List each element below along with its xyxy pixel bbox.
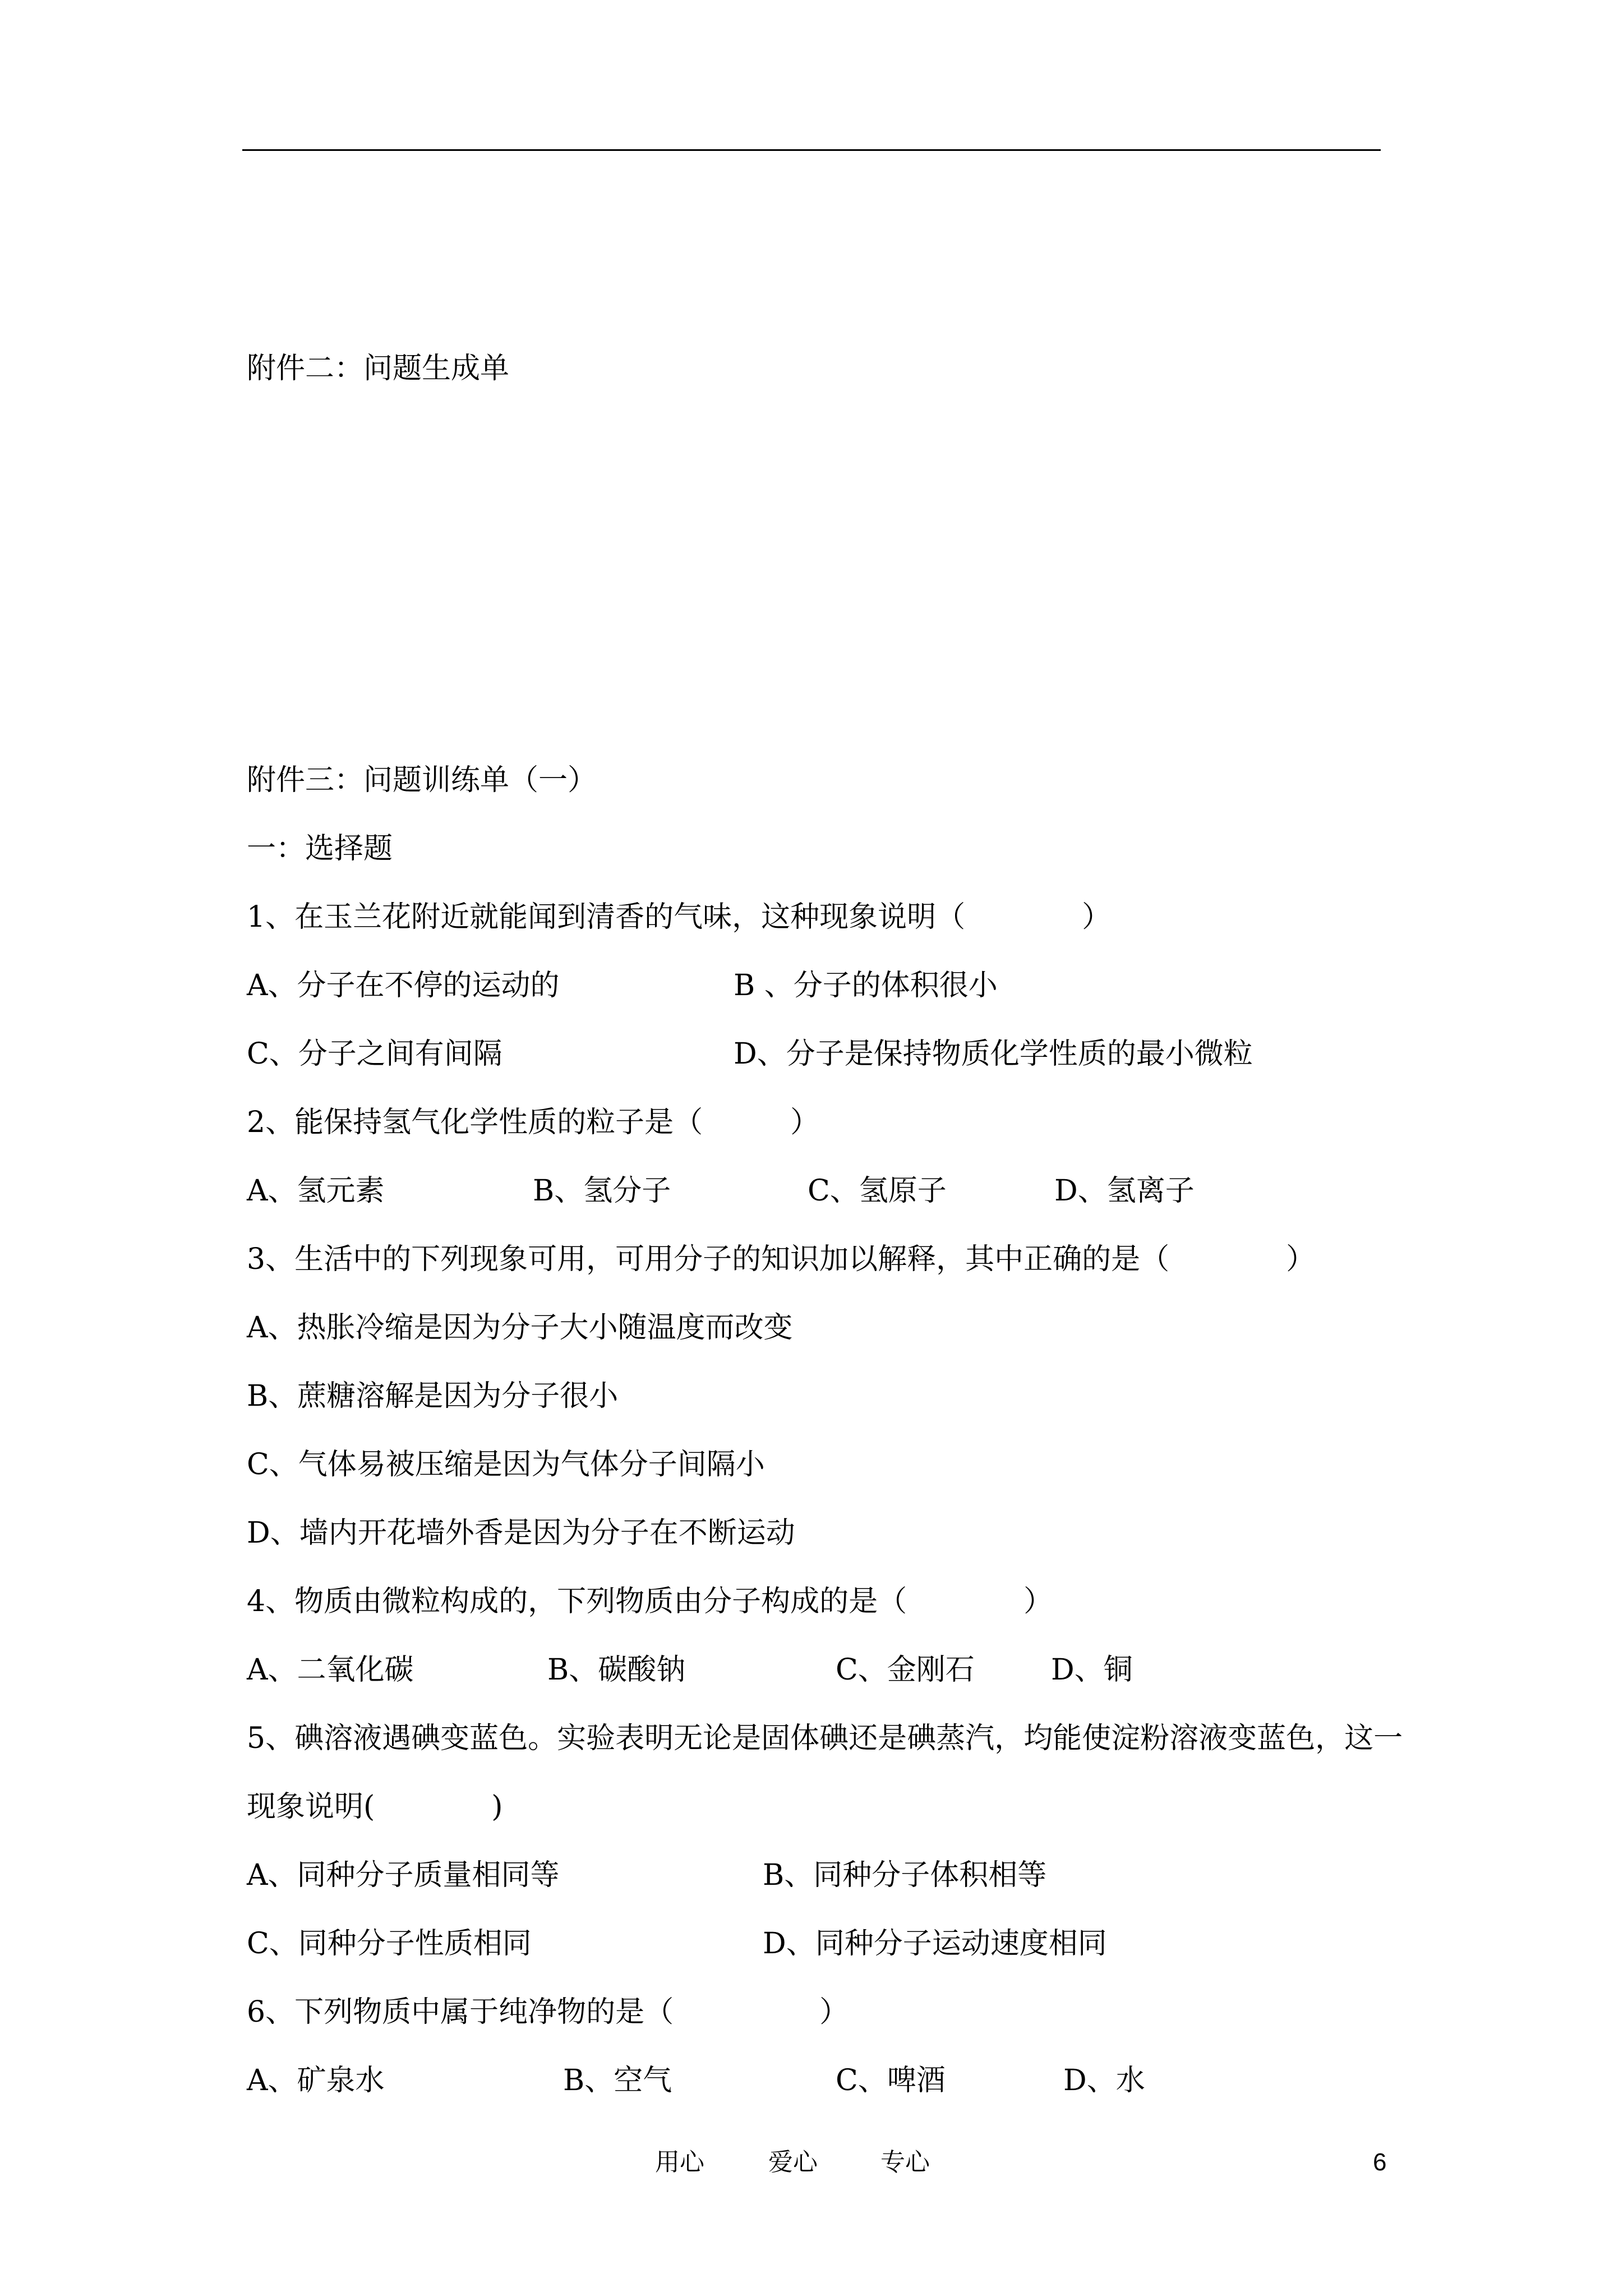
question-2-option-b: B、氢分子: [533, 1174, 671, 1208]
question-4-stem: 4、物质由微粒构成的，下列物质由分子构成的是（ ）: [247, 1585, 1053, 1618]
question-1-option-b: B 、分子的体积很小: [734, 969, 998, 1002]
question-6-option-d: D、水: [1063, 2064, 1145, 2097]
footer-motto-3: 专心: [880, 2148, 930, 2177]
question-4-option-d: D、铜: [1051, 1653, 1133, 1687]
question-2-option-d: D、氢离子: [1054, 1174, 1195, 1208]
attachment3-title: 附件三：问题训练单（一）: [247, 763, 597, 797]
question-1-option-d: D、分子是保持物质化学性质的最小微粒: [734, 1037, 1253, 1071]
question-5-stem-line2: 现象说明( ): [247, 1790, 503, 1824]
question-3-option-b: B、蔗糖溶解是因为分子很小: [247, 1379, 619, 1413]
question-3-option-c: C、气体易被压缩是因为气体分子间隔小: [247, 1448, 765, 1481]
question-1-option-a: A、分子在不停的运动的: [247, 969, 560, 1002]
footer-motto-1: 用心: [655, 2148, 704, 2177]
question-6-option-c: C、啤酒: [836, 2064, 946, 2097]
question-4-option-c: C、金刚石: [836, 1653, 975, 1687]
header-rule: [242, 149, 1381, 151]
question-6-stem: 6、下列物质中属于纯净物的是（ ）: [247, 1995, 849, 2029]
question-2-option-c: C、氢原子: [808, 1174, 947, 1208]
page-number: 6: [1373, 2148, 1387, 2176]
question-3-option-a: A、热胀冷缩是因为分子大小随温度而改变: [247, 1311, 793, 1345]
question-6-option-a: A、矿泉水: [247, 2064, 385, 2097]
question-2-stem: 2、能保持氢气化学性质的粒子是（ ）: [247, 1106, 820, 1139]
question-5-option-c: C、同种分子性质相同: [247, 1927, 532, 1961]
question-4-option-a: A、二氧化碳: [247, 1653, 414, 1687]
attachment2-title: 附件二：问题生成单: [247, 352, 510, 385]
question-3-option-d: D、墙内开花墙外香是因为分子在不断运动: [247, 1516, 795, 1550]
question-6-option-b: B、空气: [563, 2064, 672, 2097]
footer-motto-2: 爱心: [768, 2148, 818, 2177]
section-title: 一：选择题: [247, 832, 393, 866]
question-1-option-c: C、分子之间有间隔: [247, 1037, 502, 1071]
question-1-stem: 1、在玉兰花附近就能闻到清香的气味，这种现象说明（ ）: [247, 900, 1112, 934]
question-5-option-d: D、同种分子运动速度相同: [763, 1927, 1107, 1961]
question-2-option-a: A、氢元素: [247, 1174, 385, 1208]
question-5-stem-line1: 5、碘溶液遇碘变蓝色。实验表明无论是固体碘还是碘蒸汽，均能使淀粉溶液变蓝色，这一: [247, 1722, 1403, 1755]
question-4-option-b: B、碳酸钠: [547, 1653, 686, 1687]
question-5-option-b: B、同种分子体积相等: [763, 1858, 1047, 1892]
question-5-option-a: A、同种分子质量相同等: [247, 1858, 560, 1892]
question-3-stem: 3、生活中的下列现象可用，可用分子的知识加以解释，其中正确的是（ ）: [247, 1243, 1316, 1276]
